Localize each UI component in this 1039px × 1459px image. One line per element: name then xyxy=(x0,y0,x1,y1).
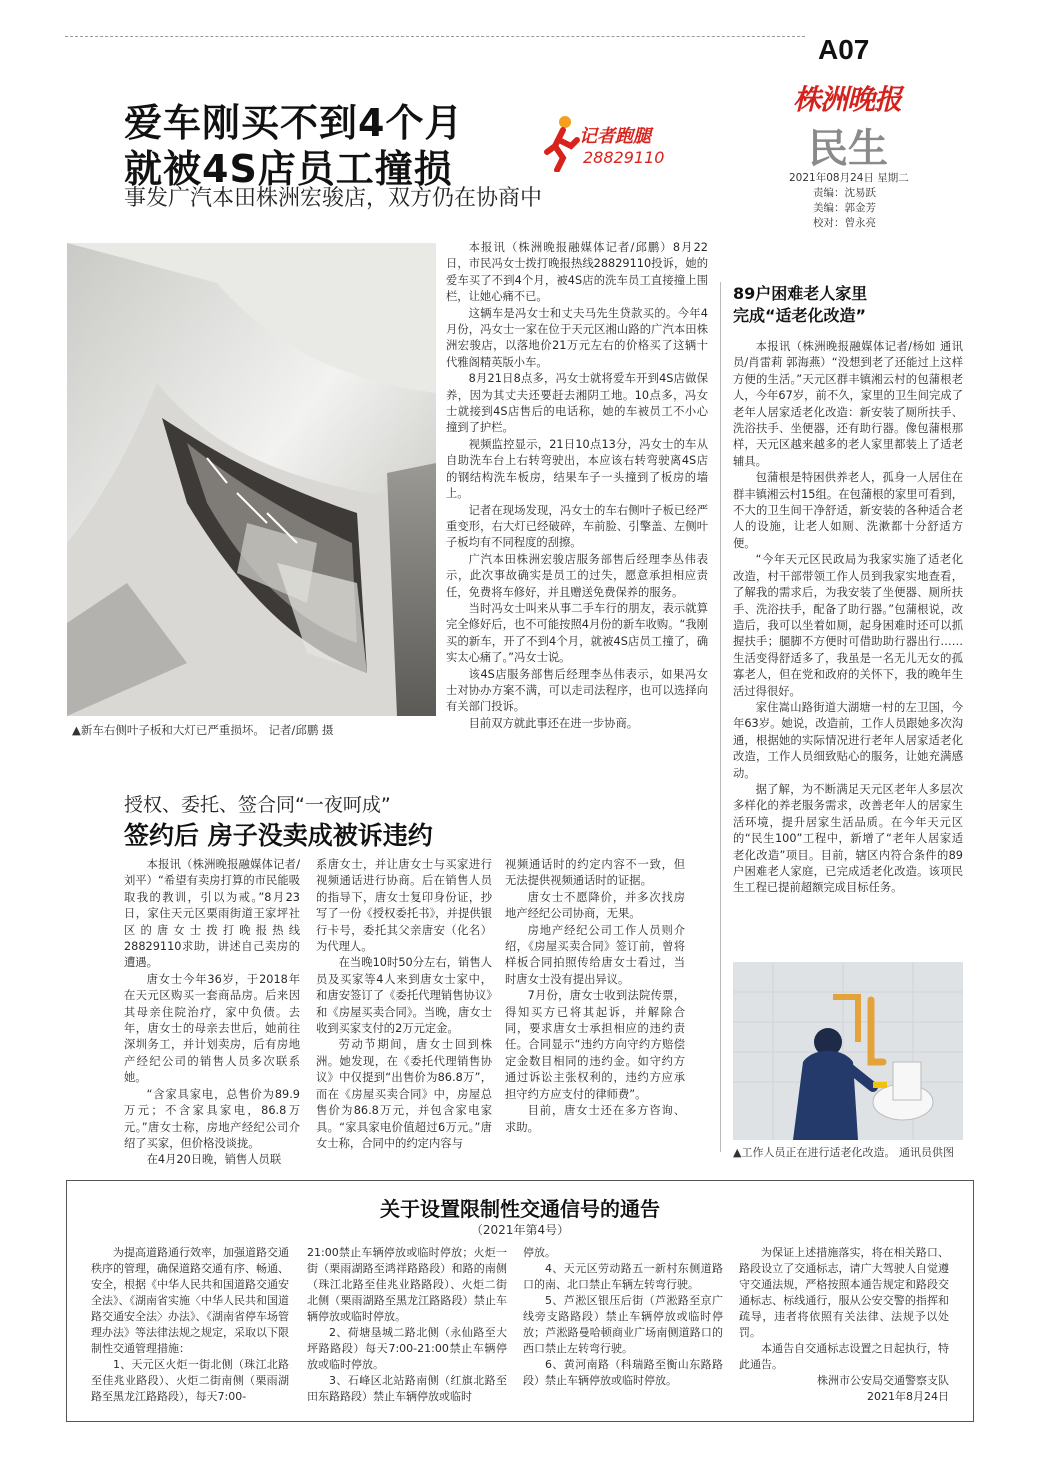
article2-column-1 xyxy=(124,857,300,1169)
article1-paragraph: 记者在现场发现，冯女士的车右侧叶子板已经严重变形，右大灯已经破碎，车前脸、引擎盖、左侧叶子板均有不同程度的刮擦。 xyxy=(446,503,708,550)
article1-paragraph: 这辆车是冯女士和丈夫马先生贷款买的。今年4月份，冯女士一家在位于天元区湘山路的广汽本田株洲宏骏店，以落地价21万元左右的价格买了这辆十代雅阁精英版小车。 xyxy=(446,306,708,369)
notice-paragraph: 6、黄河南路（科瑞路至衡山东路路段）禁止车辆停放或临时停放。 xyxy=(523,1358,723,1387)
article1-paragraph: 本报讯（株洲晚报融媒体记者/邱鹏）8月22日，市民冯女士拨打晚报热线28829110投诉，她的爱车买了不到4个月，被4S店的洗车员工直接撞上围栏，让她心痛不已。 xyxy=(446,241,708,304)
designer-credit: 美编：郭金芳 xyxy=(813,202,876,214)
sidebar-body xyxy=(733,339,963,897)
article2-paragraph: 在4月20日晚，销售人员联 xyxy=(146,1153,282,1167)
article2-column-2 xyxy=(316,857,492,1152)
proof-credit: 校对：曾永亮 xyxy=(813,217,876,229)
sidebar-paragraph: 本报讯（株洲晚报融媒体记者/杨如 通讯员/肖雷莉 郭海燕）“没想到老了还能过上这样方便的生活。”天元区群丰镇湘云村的包蒲根老人，今年67岁，前不久，家里的卫生间完成了老年人居家适老化改造：新安装了厕所扶手、洗浴扶手、坐便器，还有助行器。像包蒲根那样，天元区越来越多的老人家里都装上了适老辅具。 xyxy=(733,340,963,468)
notice-paragraph: 停放。 xyxy=(523,1246,556,1259)
article2-paragraph: 目前，唐女士还在多方咨询、求助。 xyxy=(505,1104,685,1134)
article1-title-line2: 就被4S店员工撞损 xyxy=(124,147,453,191)
notice-paragraph: 1、天元区火炬一街北侧（珠江北路至佳兆业路段）、火炬二街南侧（栗雨湖路至黑龙江路路段），每天7:00- xyxy=(91,1358,289,1403)
sidebar-paragraph: 包蒲根是特困供养老人，孤身一人居住在群丰镇湘云村15组。在包蒲根的家里可看到，不大的卫生间干净舒适，新安装的各种适合老人的设施，让老人如厕、洗漱都十分舒适方便。 xyxy=(733,471,963,550)
sidebar-paragraph: 据了解，为不断满足天元区老年人多层次多样化的养老服务需求，改善老年人的居家生活环境，提升居家生活品质。在今年天元区的“民生100”工程中，新增了“老年人居家适老化改造”项目。目前，辖区内符合条件的89户困难老人家庭，已完成适老化改造。该项民生工程已提前超额完成目标任务。 xyxy=(733,782,963,895)
article2-title: 签约后 房子没卖成被诉违约 xyxy=(124,821,433,850)
article2-paragraph: 视频通话时的约定内容不一致，但无法提供视频通话时的证据。 xyxy=(505,858,685,888)
notice-paragraph: 2、荷塘垦城二路北侧（永仙路至大坪路路段）每天7:00-21:00禁止车辆停放或临时停放。 xyxy=(307,1326,507,1371)
notice-paragraph: 21:00禁止车辆停放或临时停放；火炬一街（栗雨湖路至鸿祥路路段）和路的南侧（珠江北路至佳兆业路路段）、火炬二街北侧（栗雨湖路至黑龙江路路段）禁止车辆停放或临时停放。 xyxy=(307,1246,507,1323)
notice-date: 2021年8月24日 xyxy=(867,1390,949,1403)
notice-paragraph: 本通告自交通标志设置之日起执行，特此通告。 xyxy=(739,1342,949,1371)
page-number: A07 xyxy=(818,34,870,65)
article1-paragraph: 8月21日8点多，冯女士就将爱车开到4S店做保养，因为其丈夫还要赶去湘阴工地。10点多，冯女士就接到4S店售后的电话称，她的车被员工不小心撞到了护栏。 xyxy=(446,372,708,435)
notice-paragraph: 3、石峰区北站路南侧（红旗北路至田东路路段）禁止车辆停放或临时 xyxy=(307,1374,507,1403)
reporter-errand-logo xyxy=(543,112,693,172)
notice-paragraph: 为提高道路通行效率，加强道路交通秩序的管理，确保道路交通有序、畅通、安全，根据《中华人民共和国道路交通安全法》、《湖南省实施〈中华人民共和国道路交通安全法〉办法》、《湖南省停车场管理办法》等法律法规之规定，采取以下限制性交通管理措施： xyxy=(91,1246,289,1355)
article1-paragraph: 广汽本田株洲宏骏店服务部售后经理李丛伟表示，此次事故确实是员工的过失，愿意承担相应责任，免费将车修好，并且赠送免费保养的服务。 xyxy=(446,552,708,599)
article2-paragraph: 7月份，唐女士收到法院传票，得知买方已将其起诉，并解除合同，要求唐女士承担相应的违约责任。合同显示“违约方向守约方赔偿定金数目相同的违约金。如守约方通过诉讼主张权利的，违约方应承担守约方应支付的律师费”。 xyxy=(505,989,685,1101)
running-man-icon xyxy=(543,112,583,172)
article2-paragraph: 本报讯（株洲晚报融媒体记者/刘平）“希望有卖房打算的市民能吸取我的教训，引以为戒。”8月23日，家住天元区栗雨街道王家坪社区的唐女士拨打晚报热线28829110求助，讲述自己卖房的遭遇。 xyxy=(124,858,300,970)
notice-column-3 xyxy=(523,1245,723,1389)
article2-paragraph: 唐女士今年36岁，于2018年在天元区购买一套商品房。后来因其母亲住院治疗，家中负债。去年，唐女士的母亲去世后，她前往深圳务工，并计划卖房，后有房地产经纪公司的销售人员多次联系她。 xyxy=(124,972,300,1085)
article2-paragraph: 系唐女士，并让唐女士与买家进行视频通话进行协商。后在销售人员的指导下，唐女士复印身份证，抄写了一份《授权委托书》，并提供银行卡号，委托其父亲唐安（化名）为代理人。 xyxy=(316,858,492,954)
notice-number: （2021年第4号） xyxy=(470,1223,570,1237)
notice-paragraph: 5、芦淞区银压后街（芦淞路至京广线旁支路路段）禁止车辆停放或临时停放；芦淞路曼哈顿商业广场南侧道路口的西口禁止左转弯行驶。 xyxy=(523,1294,723,1355)
sidebar-title-line2: 完成“适老化改造” xyxy=(733,306,867,325)
logo-name: 记者跑腿 xyxy=(579,126,651,147)
masthead: 株洲晚报 xyxy=(793,83,902,116)
article1-paragraph: 当时冯女士叫来从事二手车行的朋友，表示就算完全修好后，也不可能按照4月份的新车收购。“我刚买的新车，开了不到4个月，就被4S店员工撞了，确实太心痛了。”冯女士说。 xyxy=(446,601,708,665)
article1-body xyxy=(446,240,708,732)
sidebar-title-line1: 89户困难老人家里 xyxy=(733,284,868,303)
sidebar-paragraph: “今年天元区民政局为我家实施了适老化改造，村干部带领工作人员到我家实地查看，了解我的需求后，为我安装了坐便器、厕所扶手、洗浴扶手，配备了助行器。”包蒲根说，改造后，我可以坐着如厕，起身困难时还可以抓握扶手；腿脚不方便时可借助助行器出行……生活变得舒适多了，我虽是一名无儿无女的孤寡老人，但在党和政府的关怀下，我的晚年生活过得很好。 xyxy=(733,553,963,698)
notice-column-2 xyxy=(307,1245,507,1405)
article1-subtitle: 事发广汽本田株洲宏骏店，双方仍在协商中 xyxy=(124,186,543,211)
article2-paragraph: 在当晚10时50分左右，销售人员及买家等4人来到唐女士家中，和唐安签订了《委托代理销售协议》和《房屋买卖合同》。当晚，唐女士收到买家支付的2万元定金。 xyxy=(316,956,492,1036)
article2-kicker: 授权、委托、签合同“一夜呵成” xyxy=(124,794,391,816)
article1-paragraph: 该4S店服务部售后经理李丛伟表示，如果冯女士对协办方案不满，可以走司法程序，也可以选择向有关部门投诉。 xyxy=(446,667,708,714)
editor-credit: 责编：沈易跃 xyxy=(813,187,876,199)
sidebar-caption: ▲工作人员正在进行适老化改造。 通讯员供图 xyxy=(733,1146,954,1159)
article2-paragraph: “含家具家电，总售价为89.9万元；不含家具家电，86.8万元。”唐女士称，房地产经纪公司介绍了买家，但价格没谈拢。 xyxy=(124,1087,300,1150)
notice-title: 关于设置限制性交通信号的通告 xyxy=(380,1197,660,1221)
notice-signature: 株洲市公安局交通警察支队 xyxy=(817,1374,949,1387)
issue-date: 2021年08月24日 星期二 xyxy=(789,172,909,184)
sidebar-paragraph: 家住嵩山路街道大湖塘一村的左卫国，今年63岁。她说，改造前，工作人员跟她多次沟通，根据她的实际情况进行老年人居家适老化改造，工作人员细致贴心的服务，让她充满感动。 xyxy=(733,700,963,780)
notice-paragraph: 为保证上述措施落实，将在相关路口、路段设立了交通标志，请广大驾驶人自觉遵守交通法规，严格按照本通告规定和路段交通标志、标线通行，服从公安交警的指挥和疏导，违者将依照有关法律、法规予以处罚。 xyxy=(739,1246,949,1339)
column-divider xyxy=(720,282,721,1152)
article2-paragraph: 唐女士不愿降价，并多次找房地产经纪公司协商，无果。 xyxy=(505,890,685,921)
article2-paragraph: 劳动节期间，唐女士回到株洲。她发现，在《委托代理销售协议》中仅提到“出售价为86.8万”，而在《房屋买卖合同》中，房屋总售价为86.8万元，并包含家电家具。“家具家电价值超过6万元。”唐女士称，合同中的约定内容与 xyxy=(316,1038,492,1150)
notice-paragraph: 4、天元区劳动路五一新村东侧道路口的南、北口禁止车辆左转弯行驶。 xyxy=(523,1262,723,1291)
damaged-car-photo xyxy=(67,243,436,716)
traffic-notice-box xyxy=(66,1180,974,1422)
article1-caption: ▲新车右侧叶子板和大灯已严重损坏。 记者/邱鹏 摄 xyxy=(72,723,334,737)
logo-hotline: 28829110 xyxy=(583,148,665,167)
article1-paragraph: 目前双方就此事还在进一步协商。 xyxy=(468,716,639,730)
article1-title-line1: 爱车刚买不到4个月 xyxy=(124,101,464,145)
article2-paragraph: 房地产经纪公司工作人员则介绍，《房屋买卖合同》签订前，曾将样板合同拍照传给唐女士看过，当时唐女士没有提出异议。 xyxy=(505,923,685,986)
section-name: 民生 xyxy=(808,125,888,172)
bathroom-renovation-photo xyxy=(733,962,963,1140)
article1-paragraph: 视频监控显示，21日10点13分，冯女士的车从自助洗车台上右转弯驶出，本应该右转弯驶离4S店的钢结构洗车板房，结果车子一头撞到了板房的墙上。 xyxy=(446,437,708,501)
notice-column-1 xyxy=(91,1245,289,1405)
header-rule xyxy=(65,36,805,37)
article2-column-3 xyxy=(505,857,685,1136)
notice-column-4 xyxy=(739,1245,949,1405)
